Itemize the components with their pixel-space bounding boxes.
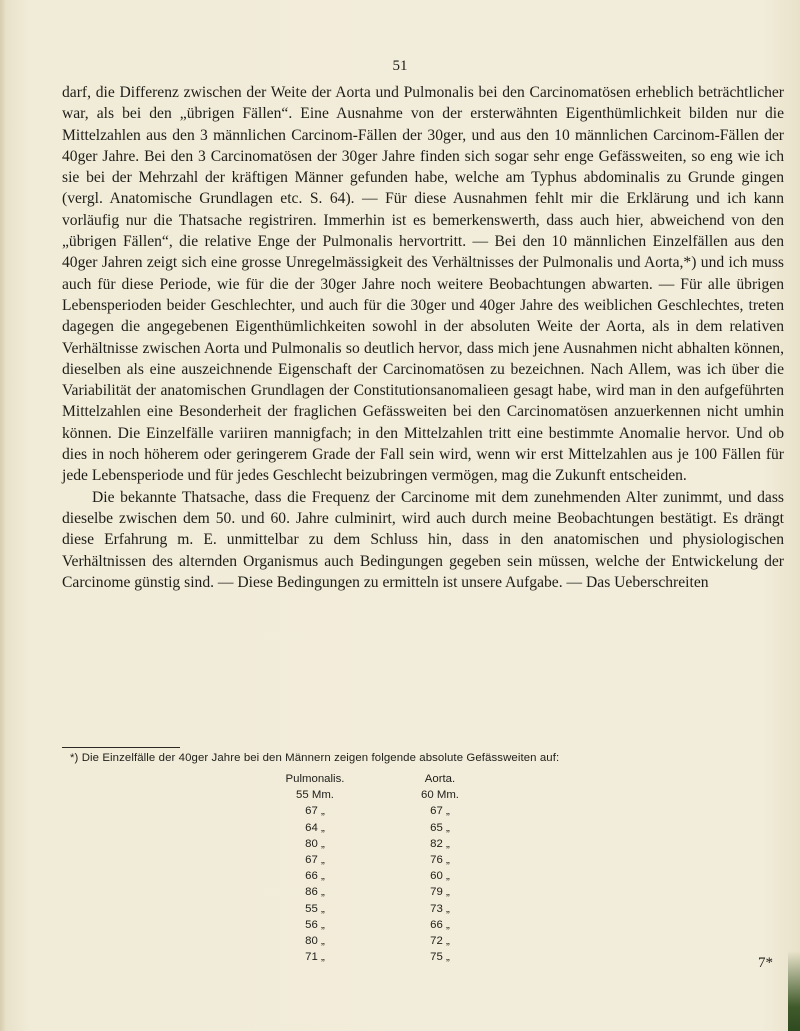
pulmonalis-value: 66 „: [305, 870, 325, 883]
pulmonalis-value: 67 „: [305, 805, 325, 818]
aorta-value: 72 „: [430, 934, 450, 947]
column-header-aorta: Aorta.: [424, 773, 456, 785]
footnote-intro: *) Die Einzelfälle der 40ger Jahre bei den Männern zeigen folgende absolute Gefässweiten auf:: [70, 752, 560, 764]
pulmonalis-value: 71 „: [305, 951, 325, 964]
aorta-value: 66 „: [430, 918, 450, 931]
column-header-pulmonalis: Pulmonalis.: [285, 773, 345, 785]
table-row: [260, 820, 520, 836]
table-row: [260, 917, 520, 933]
printer-signature-mark: 7*: [758, 955, 773, 971]
body-text: [62, 82, 784, 593]
page-gutter-shadow: [0, 0, 6, 1031]
page-edge-stain: [788, 951, 800, 1031]
table-row: [260, 803, 520, 819]
table-row: [260, 933, 520, 949]
pulmonalis-value: 67 „: [305, 853, 325, 866]
aorta-value: 79 „: [430, 886, 450, 899]
table-row: [260, 884, 520, 900]
pulmonalis-value: 86 „: [305, 886, 325, 899]
table-row: [260, 836, 520, 852]
aorta-value: 82 „: [430, 837, 450, 850]
footnote-rule: [62, 747, 180, 748]
paragraph-2: Die bekannte Thatsache, dass die Frequenz der Carcinome mit dem zunehmenden Alter zunimmt, und dass dieselbe zwischen dem 50. und 60. Jahre culminirt, wird auch durch meine Beobachtungen bestätigt. Es drängt diese Erfahrung m. E. unmittelbar zu dem Schluss hin, dass in den anatomischen und physiologischen Verhältnissen des alternden Organismus auch Bedingungen gegeben sein müssen, welche der Entwickelung der Carcinome günstig sind. — Diese Bedingungen zu ermitteln ist unsere Aufgabe. — Das Ueberschreiten: [62, 488, 784, 591]
aorta-value: 76 „: [430, 853, 450, 866]
aorta-value: 73 „: [430, 902, 450, 915]
pulmonalis-value: 56 „: [305, 918, 325, 931]
paragraph-1: darf, die Differenz zwischen der Weite der Aorta und Pulmonalis bei den Carcinomatösen erheblich beträchtlicher war, als bei den „übrigen Fällen“. Eine Ausnahme von der ersterwähnten Eigenthümlichkeit bilden nur die Mittelzahlen aus den 3 männlichen Carcinom-Fällen der 30ger, und aus den 10 männlichen Carcinom-Fällen der 40ger Jahre. Bei den 3 Carcinomatösen der 30ger Jahre finden sich sogar sehr enge Gefässweiten, so eng wie ich sie bei der Mehrzahl der kräftigen Männer gefunden habe, welche am Typhus abdominalis zu Grunde gingen (vergl. Anatomische Grundlagen etc. S. 64). — Für diese Ausnahmen fehlt mir die Erklärung und ich kann vorläufig nur die Thatsache registriren. Immerhin ist es bemerkenswerth, dass auch hier, abweichend von den „übrigen Fällen“, die relative Enge der Pulmonalis hervortritt. — Bei den 10 männlichen Einzelfällen aus den 40ger Jahren zeigt sich eine grosse Unregelmässigkeit des Verhältnisses der Pulmonalis und Aorta,*) und ich muss auch für diese Periode, wie für die der 30ger Jahre noch weitere Beobachtungen abwarten. — Für alle übrigen Lebensperioden beider Geschlechter, und auch für die 30ger und 40ger Jahre des weiblichen Geschlechtes, treten dagegen die angegebenen Eigenthümlichkeiten sowohl in der absoluten Weite der Aorta, als in dem relativen Verhältnisse zwischen Aorta und Pulmonalis so deutlich hervor, dass mich jene Ausnahmen nicht abhalten können, dieselben als eine auszeichnende Eigenschaft der Carcinomatösen zu bezeichnen. Nach Allem, was ich über die Variabilität der anatomischen Grundlagen der Constitutionsanomalieen gesagt habe, wird man in den aufgeführten Mittelzahlen eine Besonderheit der fraglichen Gefässweiten bei den Carcinomatösen anzuerkennen nicht umhin können. Die Einzelfälle variiren mannigfach; in den Mittelzahlen tritt eine bestimmte Anomalie hervor. Und ob dies in noch höherem oder geringerem Grade der Fall sein wird, wenn wir erst Mittelzahlen aus je 100 Fällen für jede Lebensperiode und für jedes Geschlecht beizubringen vermögen, mag die Zukunft entscheiden.: [62, 84, 784, 485]
pulmonalis-value: 55 Mm.: [296, 789, 334, 802]
page-number: 51: [392, 58, 408, 74]
pulmonalis-value: 64 „: [305, 821, 325, 834]
footnote-table-header: [260, 771, 520, 787]
pulmonalis-value: 80 „: [305, 837, 325, 850]
pulmonalis-value: 55 „: [305, 902, 325, 915]
table-row: [260, 852, 520, 868]
aorta-value: 60 „: [430, 870, 450, 883]
table-row: [260, 949, 520, 965]
aorta-value: 65 „: [430, 821, 450, 834]
aorta-value: 67 „: [430, 805, 450, 818]
footnote-table: [260, 771, 520, 965]
table-row: [260, 868, 520, 884]
aorta-value: 60 Mm.: [421, 789, 459, 802]
pulmonalis-value: 80 „: [305, 934, 325, 947]
table-row: [260, 901, 520, 917]
aorta-value: 75 „: [430, 951, 450, 964]
table-row: [260, 787, 520, 803]
